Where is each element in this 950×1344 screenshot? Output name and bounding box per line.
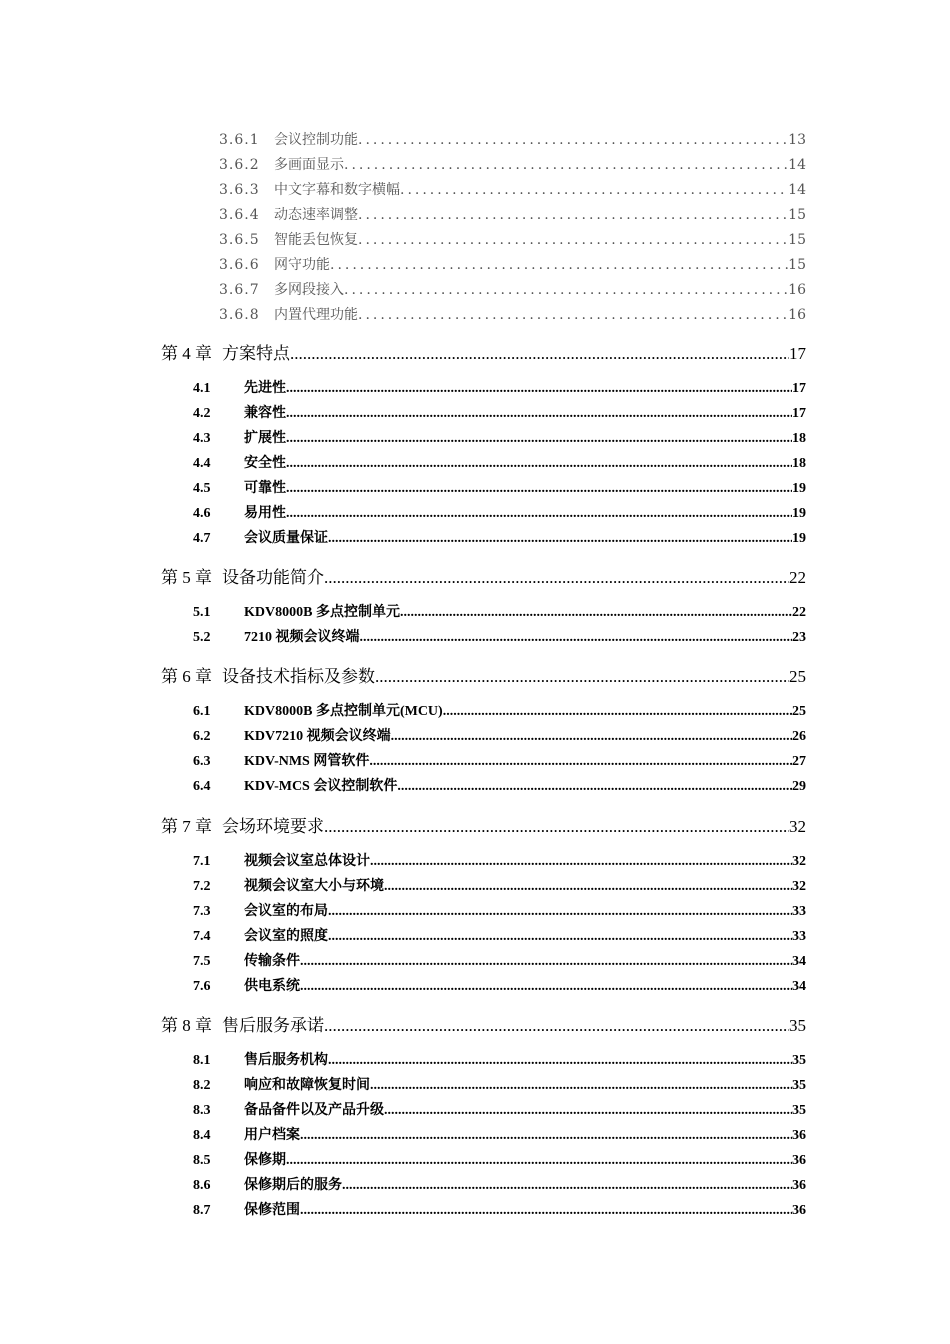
toc-entry-page: 32 [792, 854, 806, 869]
toc-dot-leader [370, 1078, 792, 1094]
toc-dot-leader [370, 854, 792, 870]
toc-section-entry[interactable] [193, 427, 806, 447]
toc-entry-title: 安全性 [244, 456, 286, 471]
toc-entry-number: 8.2 [193, 1078, 211, 1093]
toc-entry-page: 34 [792, 954, 806, 969]
toc-dot-leader [328, 929, 792, 945]
toc-dot-leader [328, 531, 792, 547]
toc-entry-number: 第 7 章 [161, 817, 212, 836]
toc-entry-number: 8.3 [193, 1103, 211, 1118]
toc-entry-number: 4.5 [193, 481, 211, 496]
toc-dot-leader [286, 431, 792, 447]
toc-dot-leader [384, 1103, 792, 1119]
toc-section-entry[interactable] [193, 601, 806, 621]
toc-entry-page: 32 [792, 879, 806, 894]
toc-entry-page: 19 [792, 481, 806, 496]
toc-subsection-entry[interactable] [219, 129, 806, 149]
toc-section-entry[interactable] [193, 1124, 806, 1144]
toc-entry-number: 6.3 [193, 754, 211, 769]
toc-section-entry[interactable] [193, 502, 806, 522]
toc-entry-title: 扩展性 [244, 431, 286, 446]
toc-entry-page: 22 [789, 568, 806, 587]
toc-entry-title: 视频会议室总体设计 [244, 854, 370, 869]
toc-dot-leader [344, 157, 788, 173]
toc-entry-number: 4.6 [193, 506, 211, 521]
toc-entry-page: 36 [792, 1203, 806, 1218]
toc-entry-title: 会场环境要求 [222, 817, 324, 836]
toc-entry-number: 7.1 [193, 854, 211, 869]
toc-entry-number: 3.6.7 [219, 282, 260, 298]
toc-subsection-entry[interactable] [219, 304, 806, 324]
toc-dot-leader [375, 667, 789, 687]
toc-section-entry[interactable] [193, 1199, 806, 1219]
toc-section-entry[interactable] [193, 402, 806, 422]
toc-dot-leader [328, 1053, 792, 1069]
toc-entry-page: 29 [792, 779, 806, 794]
toc-dot-leader [300, 1128, 792, 1144]
toc-entry-title: 用户档案 [244, 1128, 300, 1143]
toc-entry-title: 多画面显示 [274, 157, 344, 173]
toc-dot-leader [286, 481, 792, 497]
toc-entry-page: 35 [789, 1016, 806, 1035]
toc-dot-leader [358, 132, 788, 148]
toc-dot-leader [290, 344, 789, 364]
toc-dot-leader [300, 979, 792, 995]
toc-entry-page: 36 [792, 1178, 806, 1193]
toc-subsection-entry[interactable] [219, 204, 806, 224]
toc-entry-number: 3.6.6 [219, 257, 260, 273]
toc-subsection-entry[interactable] [219, 229, 806, 249]
toc-dot-leader [358, 307, 788, 323]
toc-entry-page: 16 [788, 307, 806, 323]
toc-entry-number: 第 6 章 [161, 667, 212, 686]
toc-section-entry[interactable] [193, 975, 806, 995]
toc-entry-title: 设备功能简介 [222, 568, 324, 587]
toc-entry-title: 多网段接入 [274, 282, 344, 298]
toc-entry-page: 19 [792, 531, 806, 546]
toc-entry-title: 视频会议室大小与环境 [244, 879, 384, 894]
toc-entry-number: 7.3 [193, 904, 211, 919]
toc-dot-leader [400, 182, 788, 198]
toc-entry-number: 8.6 [193, 1178, 211, 1193]
toc-entry-number: 5.1 [193, 605, 211, 620]
toc-section-entry[interactable] [193, 850, 806, 870]
toc-dot-leader [344, 282, 788, 298]
toc-section-entry[interactable] [193, 775, 806, 795]
toc-dot-leader [330, 257, 788, 273]
toc-section-entry[interactable] [193, 626, 806, 646]
toc-entry-number: 4.3 [193, 431, 211, 446]
toc-entry-page: 15 [788, 207, 806, 223]
toc-entry-title: 内置代理功能 [274, 307, 358, 323]
toc-chapter-entry[interactable] [161, 812, 806, 837]
toc-chapter-entry[interactable] [161, 1011, 806, 1036]
toc-entry-title: 保修期 [244, 1153, 286, 1168]
toc-entry-number: 4.7 [193, 531, 211, 546]
toc-entry-title: 设备技术指标及参数 [222, 667, 375, 686]
toc-entry-title: KDV-NMS 网管软件 [244, 754, 370, 769]
toc-section-entry[interactable] [193, 875, 806, 895]
toc-dot-leader [400, 605, 792, 621]
toc-entry-title: 网守功能 [274, 257, 330, 273]
toc-entry-page: 36 [792, 1153, 806, 1168]
toc-chapter-entry[interactable] [161, 339, 806, 364]
toc-entry-number: 3.6.8 [219, 307, 260, 323]
toc-dot-leader [286, 381, 792, 397]
toc-entry-page: 14 [788, 182, 806, 198]
toc-entry-number: 8.5 [193, 1153, 211, 1168]
toc-entry-title: 会议质量保证 [244, 531, 328, 546]
toc-entry-page: 15 [788, 232, 806, 248]
toc-entry-page: 34 [792, 979, 806, 994]
toc-entry-title: 备品备件以及产品升级 [244, 1103, 384, 1118]
toc-entry-number: 3.6.3 [219, 182, 260, 198]
toc-entry-title: KDV8000B 多点控制单元(MCU) [244, 704, 443, 719]
toc-entry-number: 4.4 [193, 456, 211, 471]
toc-entry-page: 17 [792, 406, 806, 421]
toc-entry-number: 5.2 [193, 630, 211, 645]
toc-entry-page: 35 [792, 1103, 806, 1118]
toc-dot-leader [397, 779, 792, 795]
toc-entry-title: 7210 视频会议终端 [244, 630, 360, 645]
toc-entry-page: 33 [792, 904, 806, 919]
toc-entry-number: 7.5 [193, 954, 211, 969]
toc-subsection-entry[interactable] [219, 179, 806, 199]
toc-dot-leader [286, 1153, 792, 1169]
toc-entry-page: 17 [789, 344, 806, 363]
toc-dot-leader [286, 456, 792, 472]
toc-dot-leader [360, 630, 793, 646]
toc-entry-number: 3.6.2 [219, 157, 260, 173]
toc-entry-title: 会议室的布局 [244, 904, 328, 919]
toc-subsection-entry[interactable] [219, 154, 806, 174]
toc-section-entry[interactable] [193, 950, 806, 970]
toc-entry-title: 先进性 [244, 381, 286, 396]
toc-entry-page: 13 [788, 132, 806, 148]
toc-entry-title: KDV8000B 多点控制单元 [244, 605, 400, 620]
toc-entry-page: 25 [789, 667, 806, 686]
toc-entry-number: 3.6.4 [219, 207, 260, 223]
toc-dot-leader [324, 568, 789, 588]
toc-entry-title: 传输条件 [244, 954, 300, 969]
toc-dot-leader [369, 754, 792, 770]
toc-section-entry[interactable] [193, 452, 806, 472]
toc-entry-page: 14 [788, 157, 806, 173]
toc-dot-leader [300, 1203, 792, 1219]
toc-entry-title: 兼容性 [244, 406, 286, 421]
toc-dot-leader [324, 817, 789, 837]
toc-entry-number: 第 4 章 [161, 344, 212, 363]
toc-entry-number: 8.7 [193, 1203, 211, 1218]
toc-entry-title: 可靠性 [244, 481, 286, 496]
toc-entry-page: 27 [792, 754, 806, 769]
toc-entry-page: 23 [792, 630, 806, 645]
toc-section-entry[interactable] [193, 725, 806, 745]
toc-dot-leader [328, 904, 792, 920]
toc-section-entry[interactable] [193, 377, 806, 397]
toc-entry-number: 7.4 [193, 929, 211, 944]
toc-entry-title: 供电系统 [244, 979, 300, 994]
toc-entry-title: 动态速率调整 [274, 207, 358, 223]
toc-entry-title: 智能丢包恢复 [274, 232, 358, 248]
toc-dot-leader [300, 954, 792, 970]
toc-entry-title: 会议室的照度 [244, 929, 328, 944]
toc-section-entry[interactable] [193, 1174, 806, 1194]
toc-entry-title: 保修期后的服务 [244, 1178, 342, 1193]
toc-entry-number: 第 5 章 [161, 568, 212, 587]
toc-dot-leader [342, 1178, 792, 1194]
toc-section-entry[interactable] [193, 477, 806, 497]
toc-entry-title: 方案特点 [222, 344, 290, 363]
toc-entry-number: 4.2 [193, 406, 211, 421]
toc-entry-page: 35 [792, 1053, 806, 1068]
toc-subsection-entry[interactable] [219, 279, 806, 299]
toc-section-entry[interactable] [193, 527, 806, 547]
toc-entry-page: 25 [792, 704, 806, 719]
toc-entry-page: 18 [792, 456, 806, 471]
toc-entry-number: 第 8 章 [161, 1016, 212, 1035]
toc-dot-leader [286, 506, 792, 522]
toc-entry-title: 中文字幕和数字横幅 [274, 182, 400, 198]
toc-entry-page: 19 [792, 506, 806, 521]
toc-section-entry[interactable] [193, 1099, 806, 1119]
toc-entry-title: 易用性 [244, 506, 286, 521]
toc-entry-number: 6.4 [193, 779, 211, 794]
toc-entry-title: 会议控制功能 [274, 132, 358, 148]
toc-dot-leader [443, 704, 792, 720]
toc-entry-title: KDV-MCS 会议控制软件 [244, 779, 398, 794]
toc-section-entry[interactable] [193, 1074, 806, 1094]
toc-dot-leader [324, 1016, 789, 1036]
toc-entry-title: KDV7210 视频会议终端 [244, 729, 391, 744]
toc-entry-number: 3.6.1 [219, 132, 260, 148]
toc-entry-page: 35 [792, 1078, 806, 1093]
toc-entry-page: 33 [792, 929, 806, 944]
toc-subsection-entry[interactable] [219, 254, 806, 274]
toc-entry-number: 4.1 [193, 381, 211, 396]
toc-chapter-entry[interactable] [161, 563, 806, 588]
toc-section-entry[interactable] [193, 925, 806, 945]
toc-dot-leader [286, 406, 792, 422]
toc-section-entry[interactable] [193, 700, 806, 720]
toc-entry-page: 16 [788, 282, 806, 298]
toc-dot-leader [391, 729, 792, 745]
toc-section-entry[interactable] [193, 900, 806, 920]
toc-entry-title: 售后服务承诺 [222, 1016, 324, 1035]
toc-section-entry[interactable] [193, 750, 806, 770]
toc-dot-leader [358, 207, 788, 223]
toc-entry-title: 保修范围 [244, 1203, 300, 1218]
toc-entry-number: 8.4 [193, 1128, 211, 1143]
toc-section-entry[interactable] [193, 1049, 806, 1069]
toc-entry-title: 响应和故障恢复时间 [244, 1078, 370, 1093]
toc-dot-leader [384, 879, 792, 895]
toc-entry-number: 6.1 [193, 704, 211, 719]
toc-entry-number: 3.6.5 [219, 232, 260, 248]
toc-entry-page: 17 [792, 381, 806, 396]
toc-entry-page: 22 [792, 605, 806, 620]
toc-entry-page: 32 [789, 817, 806, 836]
toc-entry-number: 6.2 [193, 729, 211, 744]
toc-entry-page: 15 [788, 257, 806, 273]
toc-entry-page: 18 [792, 431, 806, 446]
toc-entry-page: 26 [792, 729, 806, 744]
toc-entry-number: 7.6 [193, 979, 211, 994]
toc-dot-leader [358, 232, 788, 248]
toc-section-entry[interactable] [193, 1149, 806, 1169]
toc-entry-number: 8.1 [193, 1053, 211, 1068]
toc-entry-title: 售后服务机构 [244, 1053, 328, 1068]
toc-entry-page: 36 [792, 1128, 806, 1143]
toc-chapter-entry[interactable] [161, 662, 806, 687]
toc-entry-number: 7.2 [193, 879, 211, 894]
